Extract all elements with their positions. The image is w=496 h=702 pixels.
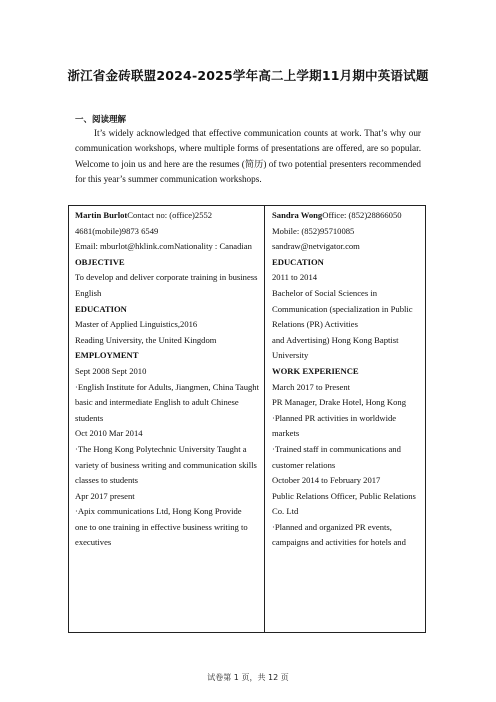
resume-line: Public Relations Officer, Public Relations — [272, 490, 416, 501]
contact-email: sandraw@netvigator.com — [272, 241, 360, 252]
resume-line: October 2014 to February 2017 — [272, 475, 381, 486]
presenter-name: Sandra Wong — [272, 210, 323, 220]
resume-line: classes to students — [75, 475, 139, 486]
resume-line: 2011 to 2014 — [272, 272, 318, 283]
resume-line: customer relations — [272, 459, 336, 470]
resume-line: variety of business writing and communication skills — [75, 459, 257, 470]
resume-line: To develop and deliver corporate training in business — [75, 272, 258, 283]
contact-mobile: Mobile: (852)95710085 — [272, 225, 355, 236]
resume-martin-burlot — [75, 208, 261, 551]
resume-line: Reading University, the United Kingdom — [75, 334, 217, 345]
contact-line — [272, 208, 422, 224]
resume-line: basic and intermediate English to adult Chinese — [75, 397, 239, 408]
resume-line: markets — [272, 428, 300, 439]
resume-line: Communication (specialization in Public — [272, 303, 413, 314]
resume-line: March 2017 to Present — [272, 381, 351, 392]
resume-line: University — [272, 350, 309, 361]
section-heading: 一、阅读理解 — [75, 115, 127, 125]
resume-line: ·Apix communications Ltd, Hong Kong Provide — [75, 506, 242, 517]
intro-line: this year’s summer communication workshops. — [88, 173, 262, 184]
contact-office: Contact no: (office)2552 — [127, 210, 213, 220]
page-footer: 试卷第 1 页，共 12 页 — [207, 673, 289, 682]
exam-title: 浙江省金砖联盟2024-2025学年高二上学期11月期中英语试题 — [67, 68, 429, 83]
contact-office: Office: (852)28866050 — [322, 210, 402, 220]
resume-line: ·Planned and organized PR events, — [272, 521, 392, 532]
intro-line: communication workshops, where multiple forms of presentations are offered, are so popular. — [75, 143, 421, 154]
resume-line: Oct 2010 Mar 2014 — [75, 428, 143, 439]
contact-line — [75, 208, 261, 224]
resume-line: Bachelor of Social Sciences in — [272, 287, 378, 298]
resume-line: ·Trained staff in communications and — [272, 443, 401, 454]
resume-line: one to one training in effective business writing to — [75, 521, 248, 532]
heading-education: EDUCATION — [75, 303, 127, 314]
resume-line: Master of Applied Linguistics,2016 — [75, 319, 198, 330]
resume-line: Relations (PR) Activities — [272, 319, 358, 330]
resume-line: and Advertising) Hong Kong Baptist — [272, 334, 399, 345]
resume-line: executives — [75, 537, 112, 548]
contact-email: Email: mburlot@hklink.comNationality : Canadian — [75, 241, 252, 252]
table-column-divider — [264, 205, 265, 633]
intro-line: Welcome to join us and here are the resumes (简历) of two potential presenters recommended for — [75, 158, 421, 184]
resume-line: English — [75, 287, 102, 298]
resume-line: ·The Hong Kong Polytechnic University Taught a — [75, 443, 247, 454]
resume-line: campaigns and activities for hotels and — [272, 537, 406, 548]
resume-line: Co. Ltd — [272, 506, 299, 517]
resume-line: ·Planned PR activities in worldwide — [272, 412, 397, 423]
heading-education: EDUCATION — [272, 256, 324, 267]
contact-mobile: 4681(mobile)9873 6549 — [75, 225, 159, 236]
resume-line: PR Manager, Drake Hotel, Hong Kong — [272, 397, 407, 408]
resume-line: students — [75, 412, 104, 423]
resume-line: Apr 2017 present — [75, 490, 135, 501]
intro-paragraph — [75, 126, 421, 187]
resume-line: ·English Institute for Adults, Jiangmen, China Taught — [75, 381, 259, 392]
presenter-name: Martin Burlot — [75, 210, 128, 220]
resume-line: Sept 2008 Sept 2010 — [75, 365, 147, 376]
resume-sandra-wong — [272, 208, 422, 551]
heading-objective: OBJECTIVE — [75, 256, 125, 267]
heading-employment: EMPLOYMENT — [75, 350, 139, 361]
intro-line: It’s widely acknowledged that effective communication counts at work. That’s why our — [94, 128, 421, 138]
heading-work-experience: WORK EXPERIENCE — [272, 365, 359, 376]
